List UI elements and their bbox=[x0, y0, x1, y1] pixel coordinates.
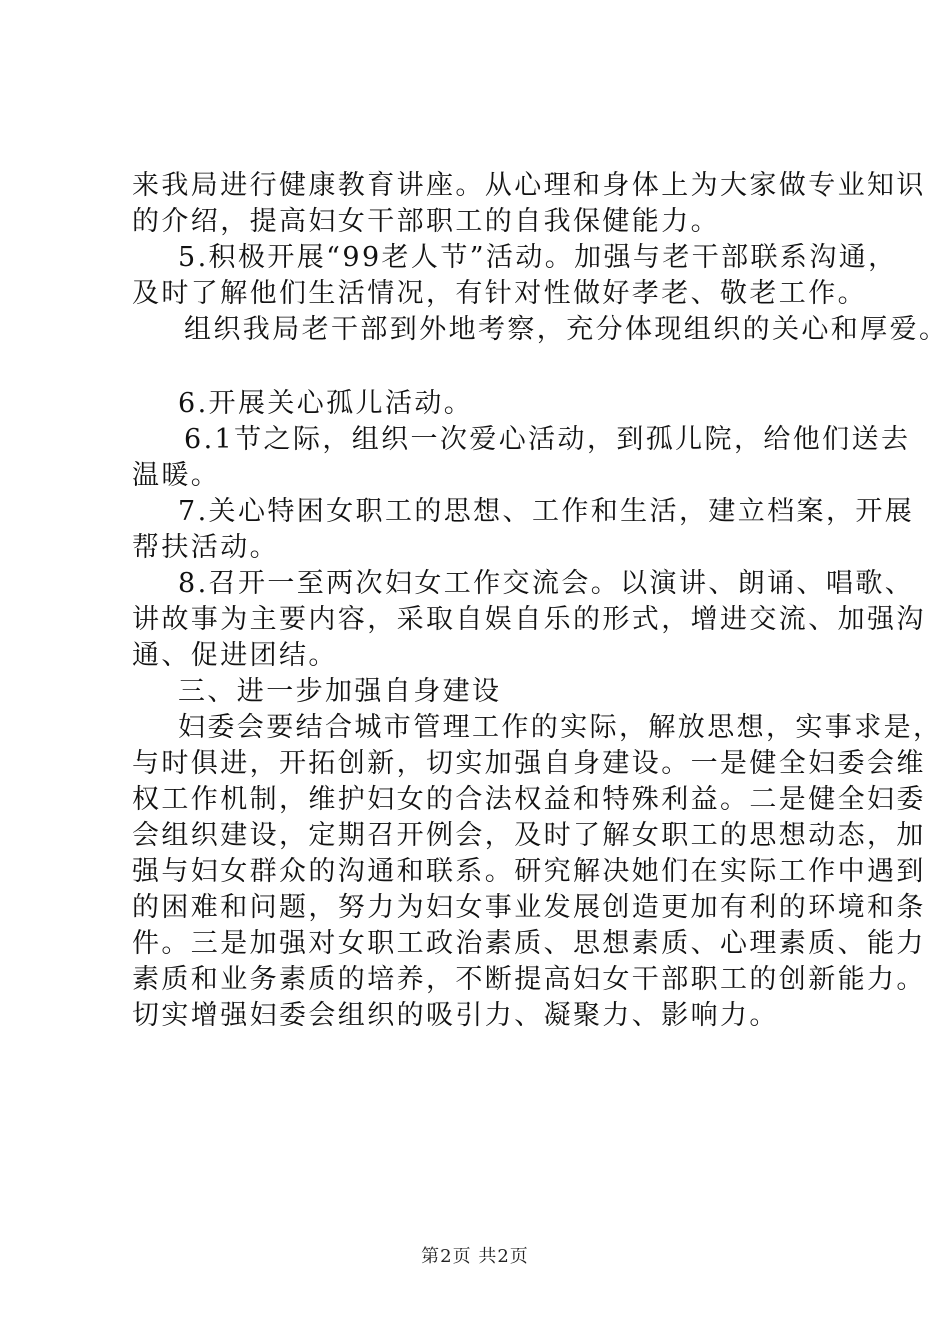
blank-line bbox=[132, 348, 832, 386]
text-line: 6.1节之际，组织一次爱心活动，到孤儿院，给他们送去 bbox=[184, 424, 911, 455]
text-line: 来我局进行健康教育讲座。从心理和身体上为大家做专业知识 bbox=[132, 170, 926, 201]
text-line: 素质和业务素质的培养，不断提高妇女干部职工的创新能力。 bbox=[132, 964, 926, 995]
page-number-footer: 第2页 共2页 bbox=[421, 1246, 529, 1267]
text-line: 会组织建设，定期召开例会，及时了解女职工的思想动态，加 bbox=[132, 820, 926, 851]
text-line: 的困难和问题，努力为妇女事业发展创造更加有利的环境和条 bbox=[132, 892, 926, 923]
text-line: 妇委会要结合城市管理工作的实际，解放思想，实事求是， bbox=[178, 712, 943, 743]
text-line: 温暖。 bbox=[132, 460, 221, 491]
text-line: 件。三是加强对女职工政治素质、思想素质、心理素质、能力 bbox=[132, 928, 926, 959]
text-line: 强与妇女群众的沟通和联系。研究解决她们在实际工作中遇到 bbox=[132, 856, 926, 887]
text-line: 及时了解他们生活情况，有针对性做好孝老、敬老工作。 bbox=[132, 278, 867, 309]
section-heading: 三、进一步加强自身建设 bbox=[178, 676, 502, 707]
document-body bbox=[132, 168, 949, 1034]
text-line: 5.积极开展“99老人节”活动。加强与老干部联系沟通， bbox=[178, 242, 898, 273]
text-line: 的介绍，提高妇女干部职工的自我保健能力。 bbox=[132, 206, 720, 237]
text-line: 通、促进团结。 bbox=[132, 640, 338, 671]
text-line: 讲故事为主要内容，采取自娱自乐的形式，增进交流、加强沟 bbox=[132, 604, 926, 635]
text-line: 组织我局老干部到外地考察，充分体现组织的关心和厚爱。 bbox=[184, 314, 949, 345]
text-line: 帮扶活动。 bbox=[132, 532, 279, 563]
text-line: 权工作机制，维护妇女的合法权益和特殊利益。二是健全妇委 bbox=[132, 784, 926, 815]
text-line: 6.开展关心孤儿活动。 bbox=[178, 388, 474, 419]
text-line: 7.关心特困女职工的思想、工作和生活，建立档案，开展 bbox=[178, 496, 915, 527]
text-line: 切实增强妇委会组织的吸引力、凝聚力、影响力。 bbox=[132, 1000, 779, 1031]
text-line: 与时俱进，开拓创新，切实加强自身建设。一是健全妇委会维 bbox=[132, 748, 926, 779]
text-line: 8.召开一至两次妇女工作交流会。以演讲、朗诵、唱歌、 bbox=[178, 568, 915, 599]
